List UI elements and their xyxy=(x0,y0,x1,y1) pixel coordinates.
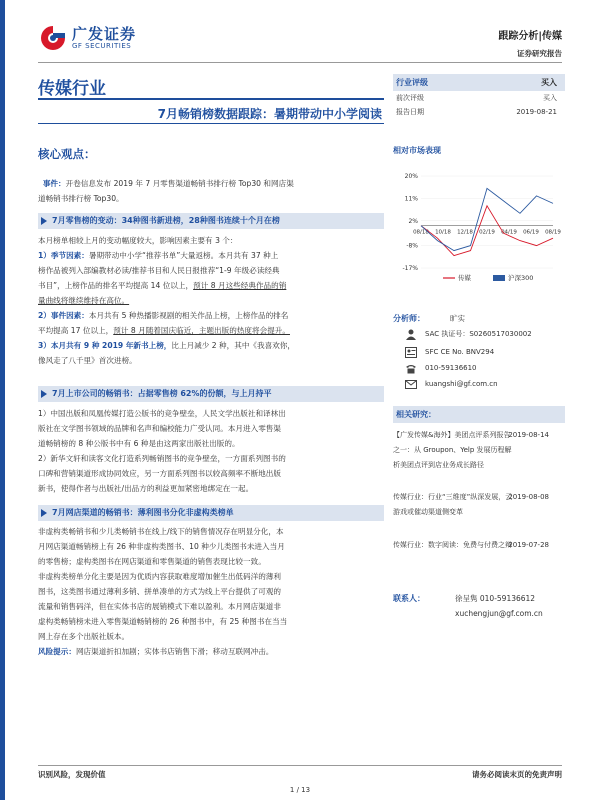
x-tick-label: 10/18 xyxy=(435,229,451,236)
triangle-icon xyxy=(41,217,47,225)
logo-chinese-text: 广发证券 xyxy=(72,25,137,43)
y-tick-label: 11% xyxy=(404,195,418,203)
event-text: 道畅销书排行榜 Top30。 xyxy=(38,194,124,203)
underlined-text: 预计 8 月这些经典作品的销 xyxy=(193,281,287,290)
contact-label: 联系人： xyxy=(393,594,425,603)
header-divider xyxy=(38,62,562,63)
company-logo xyxy=(38,24,136,52)
person-icon xyxy=(405,329,417,340)
y-tick-label: 20% xyxy=(404,173,418,180)
left-edge-bar xyxy=(0,0,5,800)
point-label: 3）本月共有 9 种 2019 年新书上榜， xyxy=(38,341,172,350)
x-tick-label: 08/19 xyxy=(545,229,561,236)
underlined-text: 量曲线将继续维持在高位。 xyxy=(38,296,130,305)
envelope-icon xyxy=(405,379,417,390)
id-card-icon xyxy=(405,347,417,358)
footer-divider xyxy=(38,765,562,766)
body-line: 流量和销售码洋，但在实体书店的展销模式下难以盈利。本月网店渠道非 xyxy=(38,602,281,611)
report-type: 跟踪分析|传媒 xyxy=(498,31,562,42)
legend-swatch xyxy=(493,275,505,281)
prev-rating-value: 买入 xyxy=(543,94,557,102)
analyst-phone: 010-59136610 xyxy=(425,364,477,372)
body-line: 非虚构类畅销书和少儿类畅销书在线上/线下的销售情况存在明显分化，本 xyxy=(38,527,284,536)
body-line: 1）中国出版和凤凰传媒打造公版书的竞争壁垒，人民文学出版社和译林出 xyxy=(38,409,286,418)
analyst-email: kuangshi@gf.com.cn xyxy=(425,380,498,388)
analyst-sfc: SFC CE No. BNV294 xyxy=(425,348,495,356)
related-item[interactable] xyxy=(393,538,565,553)
rating-value: 买入 xyxy=(541,78,557,87)
legend-label: 传媒 xyxy=(458,274,471,282)
body-line: 道畅销榜的 8 种公版书中有 6 种是由这两家出版社出版的。 xyxy=(38,439,240,448)
phone-icon xyxy=(405,363,417,374)
section-heading xyxy=(38,386,384,402)
section-heading-text: 7月上市公司的畅销书：占据零售榜 62%的份额，与上月持平 xyxy=(52,389,272,398)
x-tick-label: 12/18 xyxy=(457,229,473,236)
section-heading xyxy=(38,505,384,521)
footer-slogan: 识别风险，发现价值 xyxy=(38,770,106,779)
footer-disclaimer: 请务必阅读末页的免责声明 xyxy=(472,770,562,779)
x-tick-label: 02/19 xyxy=(479,229,495,236)
analyst-sac-row xyxy=(405,327,532,341)
section2-body xyxy=(38,406,384,496)
report-date-label: 报告日期 xyxy=(396,108,424,116)
body-line: 网上存在多个出版社版本。 xyxy=(38,632,130,641)
event-paragraph xyxy=(38,176,384,206)
section-heading-text: 7月网店渠道的畅销书：薄利图书分化非虚构类榜单 xyxy=(52,508,234,517)
point-label: 2）事件因素： xyxy=(38,311,89,320)
body-line: 暑期带动中小学“推荐书单”大量返榜。本月共有 37 种上 xyxy=(88,251,279,260)
relative-performance-chart xyxy=(393,168,565,288)
analyst-sfc-row xyxy=(405,345,494,359)
body-line: 非虚构类榜单分化主要是因为优质内容获取难度增加催生出低码洋的薄利 xyxy=(38,572,281,581)
analyst-phone-row xyxy=(405,361,477,375)
contact-email[interactable]: xuchengjun@gf.com.cn xyxy=(455,609,543,618)
report-date-row xyxy=(393,105,565,119)
point-label: 1）季节因素： xyxy=(38,251,89,260)
body-line: 虚构类畅销榜未进入零售渠道畅销榜的 26 种图书中，有 25 种图书在当当 xyxy=(38,617,288,626)
body-line: 平均提高 17 位以上， xyxy=(38,326,114,335)
triangle-icon xyxy=(41,390,47,398)
rating-box xyxy=(393,74,565,119)
risk-text: 网店渠道折扣加剧；实体书店销售下滑；移动互联网冲击。 xyxy=(75,647,274,656)
related-research-header xyxy=(393,406,565,423)
x-tick-label: 08/18 xyxy=(413,229,429,236)
market-performance-label: 相对市场表现 xyxy=(393,146,441,155)
body-line: 本月榜单相较上月的变动幅度较大，影响因素主要有 3 个： xyxy=(38,236,238,245)
related-item[interactable] xyxy=(393,428,565,473)
report-title: 7月畅销榜数据跟踪：暑期带动中小学阅读 xyxy=(157,107,382,121)
body-line: 图书，这类图书通过薄利多销、拼单凑单的方式为线上平台提供了可观的 xyxy=(38,587,281,596)
analyst-email-row xyxy=(405,377,498,391)
report-type-block xyxy=(498,27,562,59)
body-line: 新书，使得作者与出版社/出品方的利益更加紧密地绑定在一起。 xyxy=(38,484,254,493)
report-date-value: 2019-08-21 xyxy=(516,108,557,116)
body-line: 比上月减少 2 种，其中《我喜欢你， xyxy=(171,341,295,350)
related-research-label: 相关研究： xyxy=(393,406,565,423)
related-item-title[interactable]: 传媒行业：数字阅读：免费与付费之辩 xyxy=(393,541,512,549)
section1-body xyxy=(38,233,384,368)
prev-rating-label: 前次评级 xyxy=(396,94,424,102)
section3-body xyxy=(38,524,384,659)
rating-label: 行业评级 xyxy=(396,78,428,87)
related-item[interactable] xyxy=(393,490,565,520)
logo-english-text: GF SECURITIES xyxy=(72,42,132,50)
logo-mark-icon xyxy=(38,24,68,52)
event-text: 开卷信息发布 2019 年 7 月零售渠道畅销书排行榜 Top30 和网店渠 xyxy=(65,179,294,188)
body-line: 像风走了八千里》首次进榜。 xyxy=(38,356,137,365)
body-line: 2）新华文轩和读客文化打造系列畅销图书的竞争壁垒，一方面系列图书的 xyxy=(38,454,286,463)
related-item-date: 2019-08-14 xyxy=(508,431,549,439)
report-subtype: 证券研究报告 xyxy=(517,49,562,58)
event-label: 事件： xyxy=(42,179,66,188)
legend-label: 沪深300 xyxy=(508,274,534,282)
risk-label: 风险提示： xyxy=(38,647,76,656)
analyst-sac: SAC 执证号：S0260517030002 xyxy=(425,330,532,338)
body-line: 版社在文学图书领域的品牌和名声和编校能力广受认同。本月进入零售渠 xyxy=(38,424,281,433)
related-item-title[interactable]: 【广发传媒&海外】美团点评系列报告之一：从 Groupon、Yelp 发展历程解析美团点评到店业务成长路径 xyxy=(393,431,512,469)
related-item-date: 2019-07-28 xyxy=(508,541,549,549)
page-number: 1 / 13 xyxy=(289,786,311,794)
industry-name: 传媒行业 xyxy=(38,79,106,99)
related-item-title[interactable]: 传媒行业：行业“三维度”纵深发展，云游戏或催动渠道侧变革 xyxy=(393,493,513,516)
triangle-icon xyxy=(41,509,47,517)
section-heading xyxy=(38,213,384,229)
analyst-label-block xyxy=(393,313,425,324)
body-line: 本月共有 5 种热播影视剧的相关作品上榜，上榜作品的排名 xyxy=(88,311,289,320)
analyst-label: 分析师： xyxy=(393,314,425,323)
x-tick-label: 04/19 xyxy=(501,229,517,236)
body-line: 月网店渠道畅销榜上有 26 种非虚构类图书、10 种少儿类图书未进入当月 xyxy=(38,542,285,551)
y-tick-label: -17% xyxy=(402,265,418,272)
y-tick-label: -8% xyxy=(406,242,418,250)
body-line: 书目”，上榜作品的排名平均提高 14 位以上， xyxy=(38,281,194,290)
rating-header xyxy=(393,74,565,91)
contact-name-phone: 徐呈隽 010-59136612 xyxy=(455,594,536,603)
analyst-name: 旷实 xyxy=(450,314,465,323)
body-line: 榜作品被列入部编教材必读/推荐书目和人民日报推荐“1-9 年级必读经典 xyxy=(38,266,280,275)
related-item-date: 2019-08-08 xyxy=(508,493,549,501)
body-line: 口碑和营销渠道形成协同效应，另一方面系列图书以较高频率不断地出版 xyxy=(38,469,281,478)
body-line: 的零售榜；虚构类图书在网店渠道和零售渠道的销售表现比较一致。 xyxy=(38,557,266,566)
core-view-heading: 核心观点： xyxy=(38,147,96,161)
y-tick-label: 2% xyxy=(408,217,418,225)
underlined-text: 预计 8 月随着国庆临近，主题出版的热度将会提升。 xyxy=(113,326,290,335)
previous-rating-row xyxy=(393,91,565,105)
section-heading-text: 7月零售榜的变动：34种图书新进榜，28种图书连续十个月在榜 xyxy=(52,216,280,225)
x-tick-label: 06/19 xyxy=(523,229,539,236)
